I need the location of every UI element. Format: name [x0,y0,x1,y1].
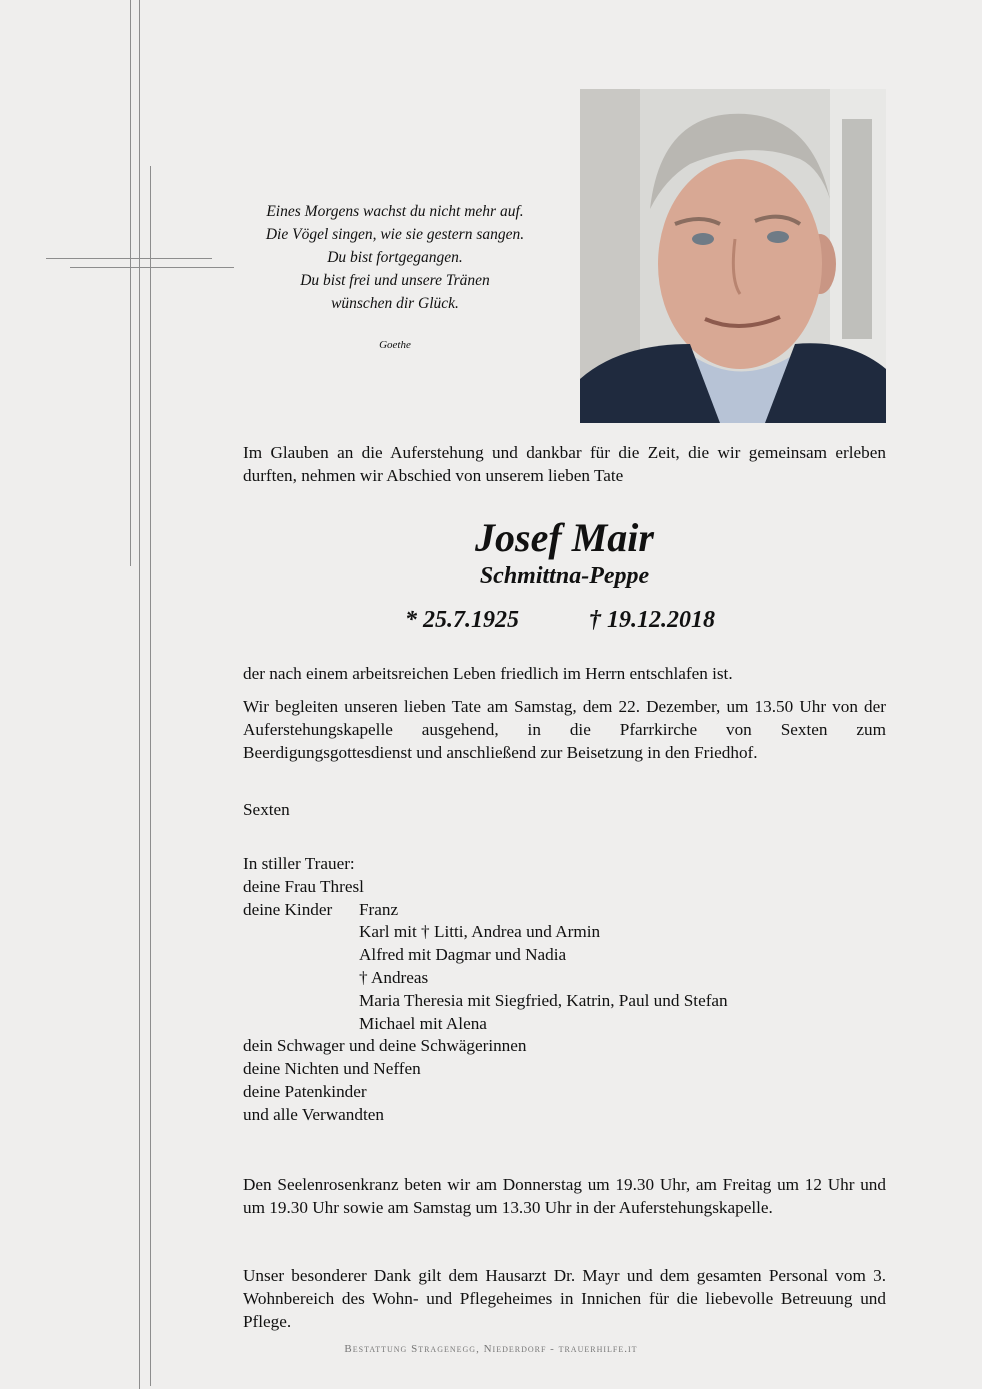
poem-line: Du bist fortgegangen. [327,249,463,266]
mourner-other: dein Schwager und deine Schwägerinnen [243,1036,527,1056]
child-entry: Maria Theresia mit Siegfried, Katrin, Paul und Stefan [359,990,728,1010]
intro-text: Im Glauben an die Auferstehung und dankbar für die Zeit, die wir gemeinsam erleben durften, nehmen wir Abschied von unserem lieben Tate [243,443,886,485]
place-text: Sexten [243,800,290,819]
children-row [243,990,728,1013]
passing-text: der nach einem arbeitsreichen Leben friedlich im Herrn entschlafen ist. [243,664,733,683]
mourner-other: und alle Verwandten [243,1104,384,1124]
children-row [243,1013,728,1036]
mourner-wife: deine Frau Thresl [243,876,364,896]
poem-line: Du bist frei und unsere Tränen [300,272,490,289]
poem-line: Die Vögel singen, wie sie gestern sangen. [265,226,525,243]
child-entry: Michael mit Alena [359,1013,487,1033]
children-label: deine Kinder [243,899,333,919]
poem-author: Goethe [379,339,411,351]
birth-date: * 25.7.1925 [405,607,519,633]
poem-line: Eines Morgens wachst du nicht mehr auf. [266,203,524,220]
funeral-text: Wir begleiten unseren lieben Tate am Samstag, dem 22. Dezember, um 13.50 Uhr von der Auferstehungskapelle ausgehend, in die Pfarrkirche von Sexten zum Beerdigungsgottesdienst und anschließend zur Beisetzung in den Friedhof. [243,697,886,762]
deceased-nickname: Schmittna-Peppe [479,563,650,589]
footer-text: Bestattung Stragenegg, Niederdorf - trauerhilfe.it [344,1343,638,1355]
child-entry: Karl mit † Litti, Andrea und Armin [359,922,601,942]
mourners-heading: In stiller Trauer: [243,854,355,873]
thanks-text: Unser besonderer Dank gilt dem Hausarzt Dr. Mayr und dem gesamten Personal vom 3. Wohnbereich des Wohn- und Pflegeheimes in Innichen für die liebevolle Betreuung und Pflege. [243,1266,886,1331]
deceased-name: Josef Mair [475,515,654,560]
child-entry: † Andreas [359,967,429,987]
poem-line: wünschen dir Glück. [331,295,459,312]
children-row [243,967,728,990]
portrait-photo [580,89,886,423]
rosary-text: Den Seelenrosenkranz beten wir am Donnerstag um 19.30 Uhr, am Freitag um 12 Uhr und um 19.30 Uhr sowie am Samstag um 13.30 Uhr in der Auferstehungskapelle. [243,1175,886,1217]
poem-block [240,200,550,357]
mourner-other: deine Nichten und Neffen [243,1059,421,1079]
children-row [243,944,728,967]
children-row [243,921,728,944]
death-date: † 19.12.2018 [589,607,715,633]
child-entry: Franz [359,899,399,919]
child-entry: Alfred mit Dagmar und Nadia [359,945,567,965]
mourners-list [243,853,728,1127]
children-row [243,899,728,922]
mourner-other: deine Patenkinder [243,1081,367,1101]
